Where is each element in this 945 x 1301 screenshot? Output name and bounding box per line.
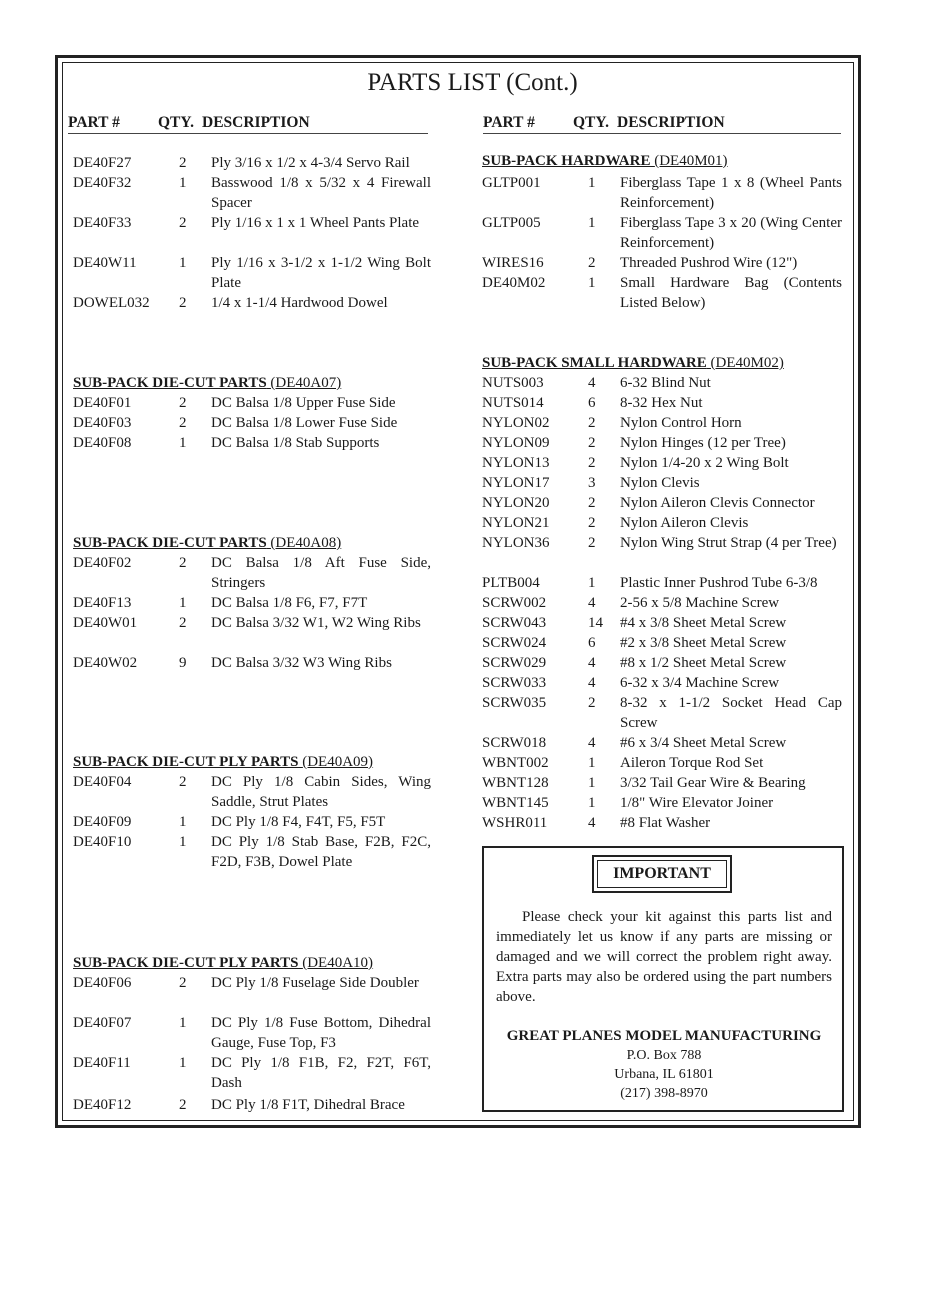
- qty-header: QTY.: [158, 114, 195, 131]
- part-number: DOWEL032: [73, 295, 150, 311]
- quantity: 1: [588, 755, 596, 771]
- quantity: 2: [179, 215, 187, 231]
- part-number: SCRW043: [482, 615, 547, 631]
- parts-row: [482, 673, 844, 693]
- part-number: NUTS014: [482, 395, 544, 411]
- company-po-box: P.O. Box 788: [626, 1048, 702, 1063]
- parts-row: [482, 433, 844, 453]
- part-description: 6-32 x 3/4 Machine Screw: [620, 675, 780, 691]
- subpack-section-title: [73, 955, 373, 972]
- part-description: Nylon Hinges (12 per Tree): [620, 435, 786, 451]
- parts-row: [73, 413, 433, 433]
- parts-row: [73, 393, 433, 413]
- quantity: 4: [588, 675, 596, 691]
- parts-row: [482, 453, 844, 473]
- section-name: SUB-PACK HARDWARE: [482, 153, 651, 169]
- important-label: IMPORTANT: [597, 860, 727, 888]
- part-description: DC Balsa 1/8 Upper Fuse Side: [211, 395, 396, 411]
- parts-row: [482, 613, 844, 633]
- part-description: 8-32 Hex Nut: [620, 395, 703, 411]
- part-number: NYLON20: [482, 495, 550, 511]
- part-description: Fiberglass Tape 3 x 20 (Wing Center Reinforcement): [620, 215, 842, 251]
- parts-row: [482, 753, 844, 773]
- section-name: SUB-PACK SMALL HARDWARE: [482, 355, 707, 371]
- part-description: Nylon Wing Strut Strap (4 per Tree): [620, 535, 837, 551]
- quantity: 1: [179, 595, 187, 611]
- part-description: #4 x 3/8 Sheet Metal Screw: [620, 615, 787, 631]
- part-description: Ply 1/16 x 1 x 1 Wheel Pants Plate: [211, 215, 420, 231]
- quantity: 1: [179, 834, 187, 850]
- right-column-header: [483, 114, 841, 134]
- part-number: GLTP001: [482, 175, 541, 191]
- quantity: 2: [179, 415, 187, 431]
- section-code: (DE40A10): [302, 955, 374, 971]
- part-number: DE40F33: [73, 215, 132, 231]
- parts-row: [73, 173, 433, 213]
- part-description: 1/4 x 1-1/4 Hardwood Dowel: [211, 295, 388, 311]
- part-number: DE40F27: [73, 155, 132, 171]
- part-number: SCRW035: [482, 695, 547, 711]
- quantity: 2: [588, 415, 596, 431]
- part-description: Fiberglass Tape 1 x 8 (Wheel Pants Reinforcement): [620, 175, 842, 211]
- part-number: DE40F09: [73, 814, 132, 830]
- part-number: DE40F12: [73, 1097, 132, 1113]
- parts-row: [482, 693, 844, 733]
- part-number: GLTP005: [482, 215, 541, 231]
- quantity: 1: [588, 575, 596, 591]
- part-number: NUTS003: [482, 375, 544, 391]
- quantity: 1: [179, 1055, 187, 1071]
- quantity: 1: [179, 814, 187, 830]
- quantity: 4: [588, 595, 596, 611]
- part-description: Plastic Inner Pushrod Tube 6-3/8: [620, 575, 818, 591]
- quantity: 4: [588, 375, 596, 391]
- part-header: PART #: [483, 114, 535, 131]
- quantity: 4: [588, 735, 596, 751]
- part-description: 2-56 x 5/8 Machine Screw: [620, 595, 780, 611]
- quantity: 2: [179, 615, 187, 631]
- part-number: WBNT145: [482, 795, 549, 811]
- part-description: DC Balsa 3/32 W3 Wing Ribs: [211, 655, 392, 671]
- subpack-section-title: [482, 355, 784, 372]
- part-number: DE40F11: [73, 1055, 131, 1071]
- part-description: 3/32 Tail Gear Wire & Bearing: [620, 775, 806, 791]
- quantity: 2: [588, 535, 596, 551]
- part-description: DC Ply 1/8 F4, F4T, F5, F5T: [211, 814, 386, 830]
- part-description: Basswood 1/8 x 5/32 x 4 Firewall Spacer: [211, 175, 431, 211]
- section-name: SUB-PACK DIE-CUT PLY PARTS: [73, 754, 299, 770]
- quantity: 1: [179, 435, 187, 451]
- section-name: SUB-PACK DIE-CUT PLY PARTS: [73, 955, 299, 971]
- part-description: #8 x 1/2 Sheet Metal Screw: [620, 655, 787, 671]
- part-description: Threaded Pushrod Wire (12"): [620, 255, 798, 271]
- quantity: 2: [179, 155, 187, 171]
- parts-row: [482, 493, 844, 513]
- parts-row: [73, 772, 433, 812]
- part-number: DE40F10: [73, 834, 132, 850]
- part-description: DC Balsa 1/8 Lower Fuse Side: [211, 415, 398, 431]
- description-header: DESCRIPTION: [617, 114, 725, 131]
- part-number: DE40M02: [482, 275, 546, 291]
- quantity: 2: [588, 515, 596, 531]
- part-number: DE40F06: [73, 975, 132, 991]
- part-description: 6-32 Blind Nut: [620, 375, 711, 391]
- part-number: DE40W01: [73, 615, 138, 631]
- quantity: 1: [588, 215, 596, 231]
- subpack-section-title: [73, 375, 341, 392]
- quantity: 2: [179, 1097, 187, 1113]
- qty-header: QTY.: [573, 114, 610, 131]
- section-code: (DE40M02): [710, 355, 784, 371]
- subpack-section-title: [73, 535, 341, 552]
- parts-row: [482, 813, 844, 833]
- part-description: 1/8" Wire Elevator Joiner: [620, 795, 774, 811]
- part-description: #2 x 3/8 Sheet Metal Screw: [620, 635, 787, 651]
- part-number: WBNT002: [482, 755, 549, 771]
- part-description: Nylon Aileron Clevis: [620, 515, 749, 531]
- part-description: Small Hardware Bag (Contents Listed Below): [620, 275, 842, 311]
- parts-row: [73, 832, 433, 872]
- quantity: 4: [588, 815, 596, 831]
- quantity: 4: [588, 655, 596, 671]
- part-description: DC Balsa 1/8 Stab Supports: [211, 435, 380, 451]
- parts-row: [482, 773, 844, 793]
- quantity: 3: [588, 475, 596, 491]
- quantity: 2: [179, 295, 187, 311]
- quantity: 14: [588, 615, 603, 631]
- part-description: Nylon Aileron Clevis Connector: [620, 495, 815, 511]
- quantity: 1: [588, 795, 596, 811]
- quantity: 2: [179, 774, 187, 790]
- part-description: Nylon Clevis: [620, 475, 700, 491]
- part-number: SCRW024: [482, 635, 547, 651]
- section-code: (DE40A09): [302, 754, 374, 770]
- parts-row: [73, 553, 433, 593]
- quantity: 2: [179, 555, 187, 571]
- part-number: DE40F07: [73, 1015, 132, 1031]
- subpack-section-title: [482, 153, 728, 170]
- company-name: GREAT PLANES MODEL MANUFACTURING: [506, 1028, 822, 1044]
- parts-row: [482, 593, 844, 613]
- quantity: 6: [588, 395, 596, 411]
- part-number: WIRES16: [482, 255, 544, 271]
- parts-row: [73, 1053, 433, 1093]
- parts-row: [73, 613, 433, 653]
- parts-row: [73, 653, 433, 673]
- part-description: DC Balsa 3/32 W1, W2 Wing Ribs: [211, 615, 421, 631]
- part-description: DC Balsa 1/8 F6, F7, F7T: [211, 595, 368, 611]
- parts-row: [482, 633, 844, 653]
- quantity: 2: [179, 395, 187, 411]
- part-description: Nylon 1/4-20 x 2 Wing Bolt: [620, 455, 789, 471]
- part-description: DC Ply 1/8 F1B, F2, F2T, F6T, Dash: [211, 1055, 431, 1091]
- part-number: NYLON09: [482, 435, 550, 451]
- parts-row: [73, 1095, 433, 1115]
- important-text: Please check your kit against this parts list and immediately let us know if any parts are missing or damaged and we will correct the problem right away. Extra parts may also be ordered using the part numbers above.: [496, 909, 832, 1005]
- parts-row: [482, 653, 844, 673]
- left-column-header: [68, 114, 428, 134]
- subpack-section-title: [73, 754, 373, 771]
- quantity: 1: [179, 1015, 187, 1031]
- part-number: NYLON02: [482, 415, 550, 431]
- part-number: DE40F08: [73, 435, 132, 451]
- part-number: NYLON13: [482, 455, 550, 471]
- quantity: 1: [588, 775, 596, 791]
- company-phone: (217) 398-8970: [620, 1086, 708, 1101]
- part-description: DC Ply 1/8 Stab Base, F2B, F2C, F2D, F3B, Dowel Plate: [211, 834, 431, 870]
- parts-row: [73, 213, 433, 253]
- section-name: SUB-PACK DIE-CUT PARTS: [73, 535, 267, 551]
- parts-row: [482, 573, 844, 593]
- part-description: DC Ply 1/8 Cabin Sides, Wing Saddle, Strut Plates: [211, 774, 431, 810]
- quantity: 1: [179, 255, 187, 271]
- parts-row: [482, 273, 844, 313]
- part-description: DC Ply 1/8 Fuse Bottom, Dihedral Gauge, Fuse Top, F3: [211, 1015, 431, 1051]
- description-header: DESCRIPTION: [202, 114, 310, 131]
- part-description: DC Ply 1/8 Fuselage Side Doubler: [211, 975, 419, 991]
- parts-row: [482, 253, 844, 273]
- parts-row: [73, 973, 433, 1013]
- parts-row: [482, 533, 844, 573]
- quantity: 2: [588, 695, 596, 711]
- part-number: SCRW033: [482, 675, 547, 691]
- section-name: SUB-PACK DIE-CUT PARTS: [73, 375, 267, 391]
- parts-row: [482, 173, 844, 213]
- part-number: SCRW018: [482, 735, 547, 751]
- part-number: DE40F13: [73, 595, 132, 611]
- page-title: PARTS LIST (Cont.): [367, 69, 578, 96]
- parts-row: [482, 213, 844, 253]
- quantity: 6: [588, 635, 596, 651]
- parts-row: [482, 473, 844, 493]
- part-number: WSHR011: [482, 815, 548, 831]
- parts-row: [73, 433, 433, 453]
- part-description: #8 Flat Washer: [620, 815, 711, 831]
- section-code: (DE40A07): [270, 375, 342, 391]
- parts-row: [482, 793, 844, 813]
- part-number: WBNT128: [482, 775, 549, 791]
- part-number: DE40F04: [73, 774, 132, 790]
- parts-row: [482, 393, 844, 413]
- section-code: (DE40A08): [270, 535, 342, 551]
- parts-row: [482, 373, 844, 393]
- company-city: Urbana, IL 61801: [614, 1067, 714, 1082]
- section-code: (DE40M01): [654, 153, 728, 169]
- part-description: DC Ply 1/8 F1T, Dihedral Brace: [211, 1097, 405, 1113]
- part-number: NYLON36: [482, 535, 550, 551]
- quantity: 2: [179, 975, 187, 991]
- part-number: DE40F32: [73, 175, 132, 191]
- quantity: 1: [588, 275, 596, 291]
- parts-row: [73, 812, 433, 832]
- quantity: 1: [588, 175, 596, 191]
- part-description: DC Balsa 1/8 Aft Fuse Side, Stringers: [211, 555, 431, 591]
- parts-row: [73, 593, 433, 613]
- part-number: DE40W02: [73, 655, 138, 671]
- part-number: SCRW002: [482, 595, 547, 611]
- part-description: Ply 1/16 x 3-1/2 x 1-1/2 Wing Bolt Plate: [211, 255, 431, 291]
- parts-row: [73, 153, 433, 173]
- part-number: DE40F03: [73, 415, 132, 431]
- part-number: PLTB004: [482, 575, 540, 591]
- part-number: SCRW029: [482, 655, 547, 671]
- parts-row: [73, 1013, 433, 1053]
- part-number: NYLON17: [482, 475, 550, 491]
- part-number: NYLON21: [482, 515, 550, 531]
- part-header: PART #: [68, 114, 120, 131]
- parts-row: [73, 253, 433, 293]
- parts-row: [73, 293, 433, 313]
- parts-row: [482, 733, 844, 753]
- part-number: DE40F02: [73, 555, 132, 571]
- important-label-box: [592, 855, 732, 893]
- quantity: 9: [179, 655, 187, 671]
- part-description: #6 x 3/4 Sheet Metal Screw: [620, 735, 787, 751]
- quantity: 2: [588, 495, 596, 511]
- quantity: 1: [179, 175, 187, 191]
- part-description: Ply 3/16 x 1/2 x 4-3/4 Servo Rail: [211, 155, 410, 171]
- part-number: DE40W11: [73, 255, 137, 271]
- quantity: 2: [588, 255, 596, 271]
- part-description: 8-32 x 1-1/2 Socket Head Cap Screw: [620, 695, 842, 731]
- part-description: Aileron Torque Rod Set: [620, 755, 764, 771]
- part-description: Nylon Control Horn: [620, 415, 742, 431]
- quantity: 2: [588, 435, 596, 451]
- parts-row: [482, 513, 844, 533]
- quantity: 2: [588, 455, 596, 471]
- part-number: DE40F01: [73, 395, 132, 411]
- parts-row: [482, 413, 844, 433]
